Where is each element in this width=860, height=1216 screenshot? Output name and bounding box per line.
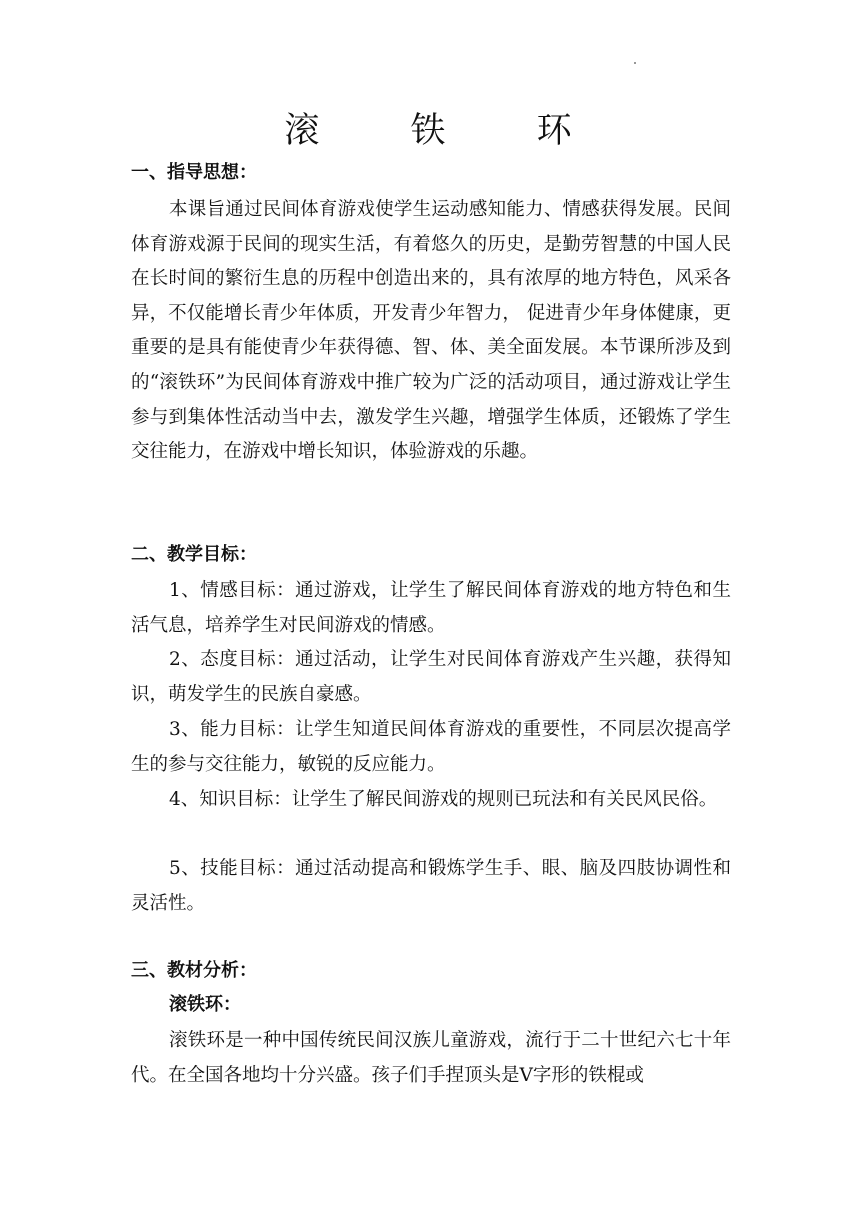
goal-attitude: 2、态度目标：通过活动，让学生对民间体育游戏产生兴趣，获得知识，萌发学生的民族自豪感。 [131,649,731,705]
goal-emotion: 1、情感目标：通过游戏，让学生了解民间体育游戏的地方特色和生活气息，培养学生对民间游戏的情感。 [131,580,731,636]
goal-ability: 3、能力目标：让学生知道民间体育游戏的重要性，不同层次提高学生的参与交往能力，敏锐的反应能力。 [131,719,731,775]
paragraph-rolling-hoop-intro: 滚铁环是一种中国传统民间汉族儿童游戏，流行于二十世纪六七十年代。在全国各地均十分兴盛。孩子们手捏顶头是V字形的铁棍或 [131,1030,731,1086]
section-heading-guiding-ideology: 一、指导思想： [131,162,257,183]
subheading-rolling-hoop: 滚铁环： [169,994,241,1015]
page-mark [634,62,636,64]
section-heading-material-analysis: 三、教材分析： [131,960,257,981]
goal-skill: 5、技能目标：通过活动提高和锻炼学生手、眼、脑及四肢协调性和灵活性。 [131,858,731,914]
goal-knowledge: 4、知识目标：让学生了解民间游戏的规则已玩法和有关民风民俗。 [169,789,718,810]
paragraph-guiding-ideology: 本课旨通过民间体育游戏使学生运动感知能力、情感获得发展。民间体育游戏源于民间的现实生活，有着悠久的历史，是勤劳智慧的中国人民在长时间的繁衍生息的历程中创造出来的，具有浓厚的地方特色，风采各异，不仅能增长青少年体质，开发青少年智力， 促进青少年身体健康，更重要的是具有能使青少年获得德、智、体、美全面发展。本节课所涉及到的“滚铁环”为民间体育游戏中推广较为广泛的活动项目，通过游戏让学生参与到集体性活动当中去，激发学生兴趣，增强学生体质，还锻炼了学生交往能力，在游戏中增长知识，体验游戏的乐趣。 [131,199,731,463]
document-title: 滚 铁 环 [284,111,612,151]
section-heading-teaching-goals: 二、教学目标： [131,544,257,565]
